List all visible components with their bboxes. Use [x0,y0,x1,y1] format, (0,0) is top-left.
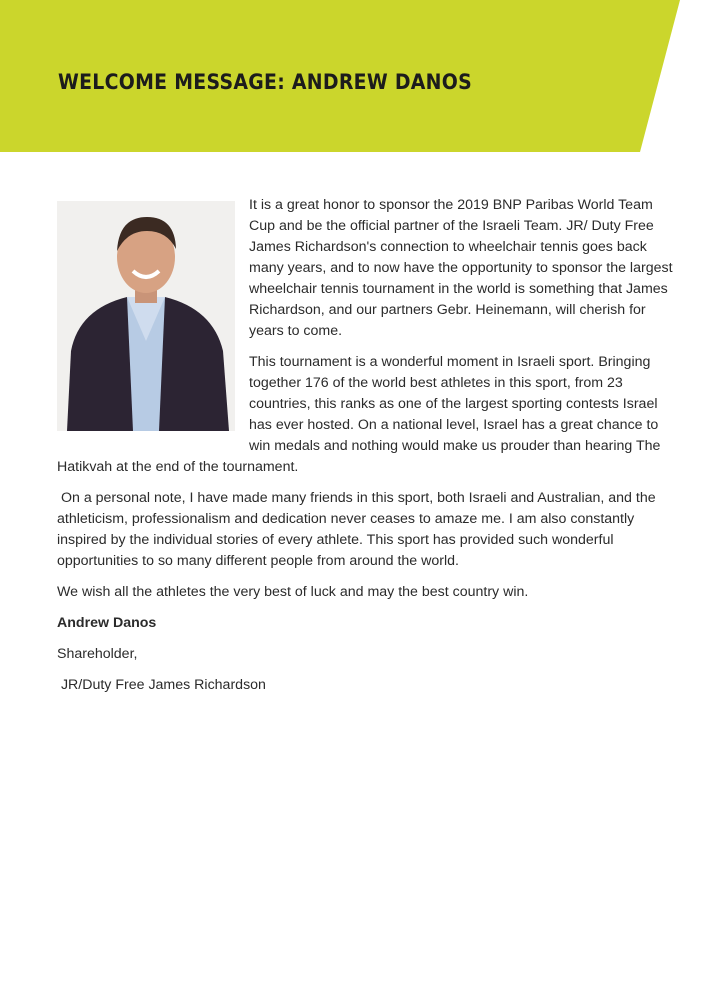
paragraph-4: We wish all the athletes the very best of luck and may the best country win. [57,584,529,600]
letter-body [57,195,677,706]
person-portrait-icon [57,201,235,431]
signature-company: JR/Duty Free James Richardson [57,677,266,693]
signature-name: Andrew Danos [57,615,157,631]
paragraph-1: It is a great honor to sponsor the 2019 BNP Paribas World Team Cup and be the official partner of the Israeli Team. JR/ Duty Free James Richardson's connection to wheelchair tennis goes back many years, and to now have the opportunity to sponsor the largest wheelchair tennis tournament in the world is something that James Richardson, and our partners Gebr. Heinemann, will cherish for years to come. [249,197,673,339]
page-title: WELCOME MESSAGE: ANDREW DANOS [58,70,472,94]
paragraph-3: On a personal note, I have made many friends in this sport, both Israeli and Australian, and the athleticism, professionalism and dedication never ceases to amaze me. I am also constantly inspired by the individual stories of every athlete. This sport has provided such wonderful opportunities to so many different people from around the world. [57,490,660,569]
paragraph-2: This tournament is a wonderful moment in Israeli sport. Bringing together 176 of the world best athletes in this sport, from 23 countries, this ranks as one of the largest sporting contests Israel has ever hosted. On a national level, Israel has a great chance to win medals and nothing would make us prouder than hearing The Hatikvah at the end of the tournament. [57,354,661,475]
signature-role: Shareholder, [57,646,138,662]
